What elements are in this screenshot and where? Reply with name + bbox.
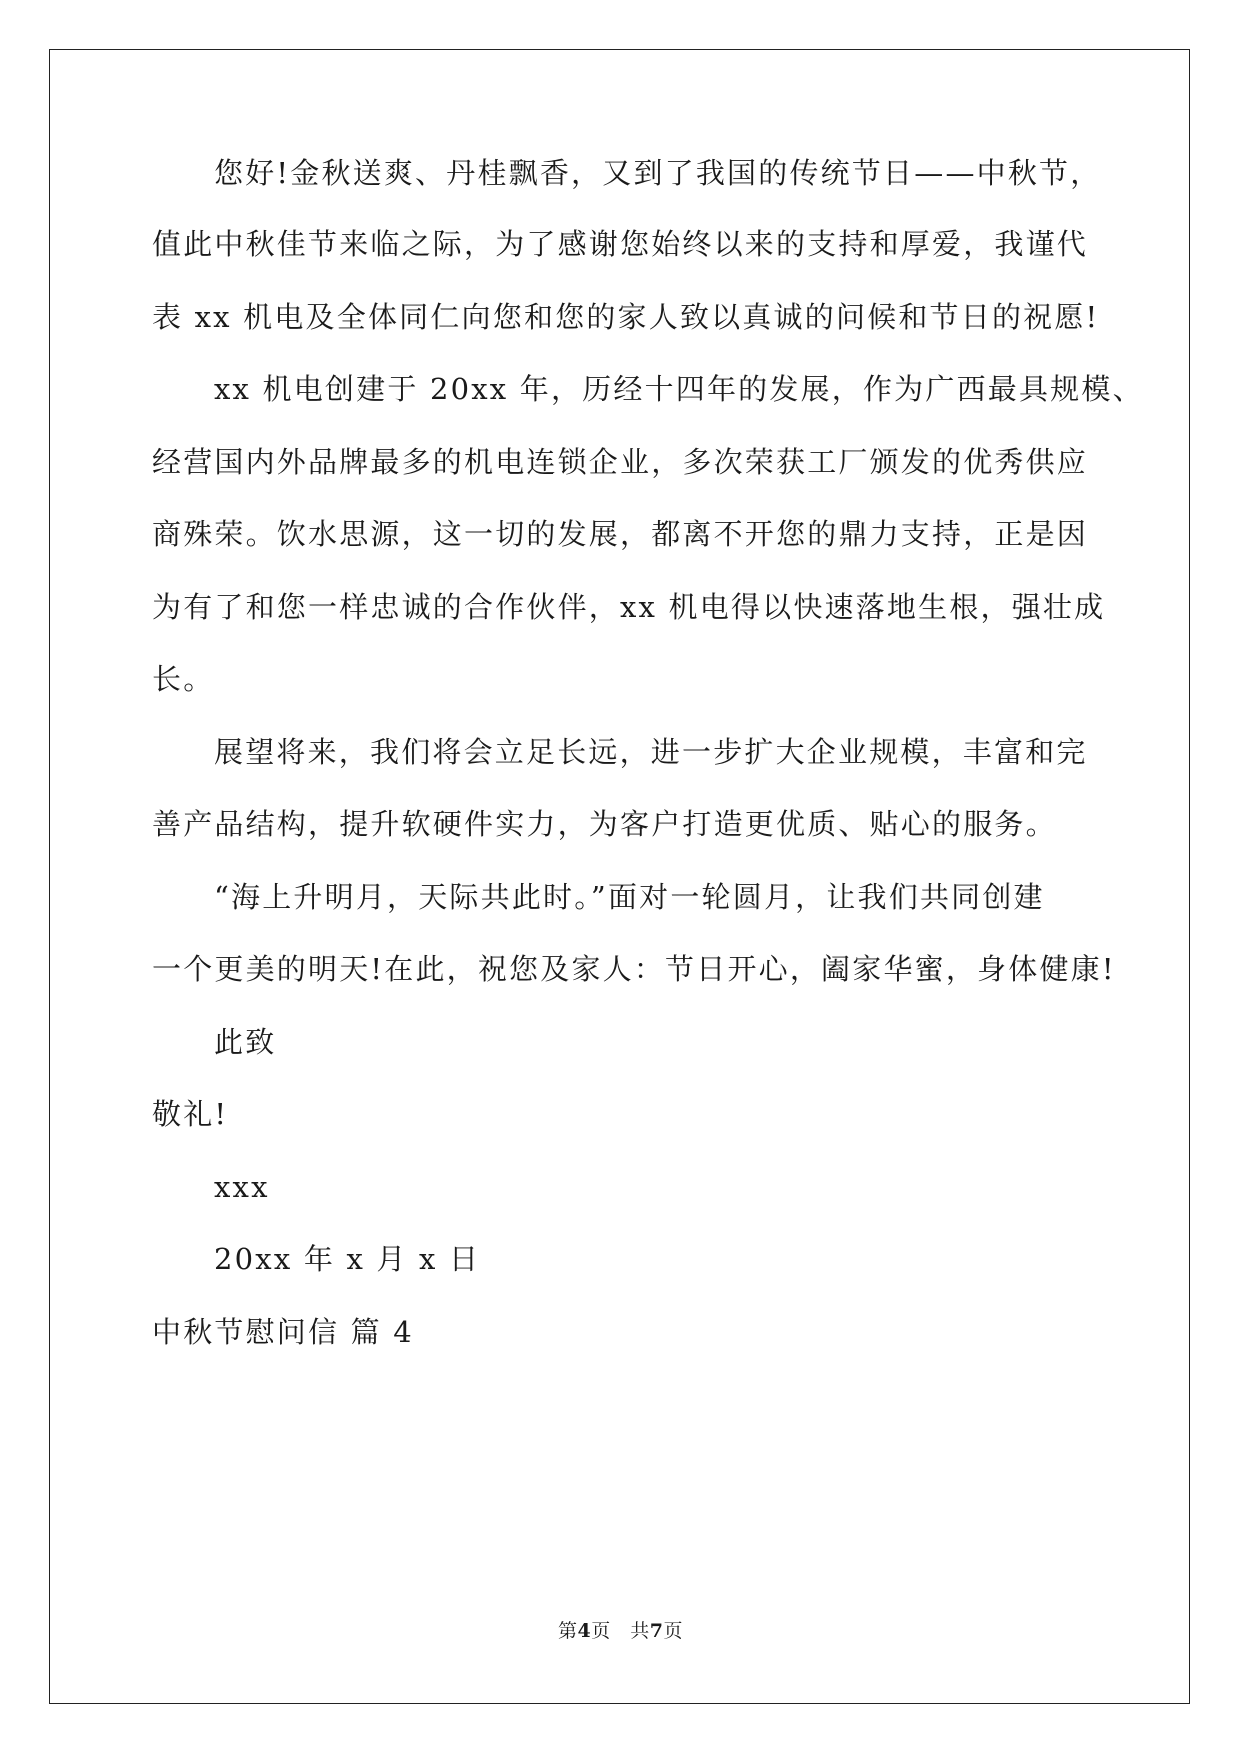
paragraph-line: 一个更美的明天!在此，祝您及家人：节日开心，阖家华蜜，身体健康! [152,952,1116,986]
paragraph-line: 表 xx 机电及全体同仁向您和您的家人致以真诚的问候和节日的祝愿! [152,300,1100,334]
closing-regards: 敬礼! [152,1097,229,1131]
paragraph-line: 展望将来，我们将会立足长远，进一步扩大企业规模，丰富和完 [214,735,1088,769]
paragraph-line: 善产品结构，提升软硬件实力，为客户打造更优质、贴心的服务。 [152,807,1057,841]
section-heading: 中秋节慰问信 篇 4 [152,1315,414,1349]
closing-salutation: 此致 [214,1025,277,1059]
paragraph-line: xx 机电创建于 20xx 年，历经十四年的发展，作为广西最具规模、 [214,372,1144,406]
page-suffix: 页 [663,1620,683,1642]
page-prefix: 第 [557,1620,578,1642]
letter-date: 20xx 年 x 月 x 日 [214,1242,481,1276]
paragraph-line: 商殊荣。饮水思源，这一切的发展，都离不开您的鼎力支持，正是因 [152,517,1089,551]
paragraph-line: 长。 [152,662,215,696]
paragraph-line: “海上升明月，天际共此时。”面对一轮圆月，让我们共同创建 [214,880,1045,914]
page-mid: 页 共 [591,1620,650,1642]
page-total-number: 7 [649,1620,664,1642]
paragraph-line: 值此中秋佳节来临之际，为了感谢您始终以来的支持和厚爱，我谨代 [152,227,1089,261]
signature: xxx [214,1170,270,1204]
paragraph-line: 为有了和您一样忠诚的合作伙伴，xx 机电得以快速落地生根，强壮成 [152,590,1106,624]
page-current-number: 4 [577,1620,592,1642]
paragraph-line: 经营国内外品牌最多的机电连锁企业，多次荣获工厂颁发的优秀供应 [152,445,1089,479]
paragraph-line: 您好!金秋送爽、丹桂飘香，又到了我国的传统节日——中秋节， [214,156,1102,190]
page-footer [0,1619,1241,1643]
